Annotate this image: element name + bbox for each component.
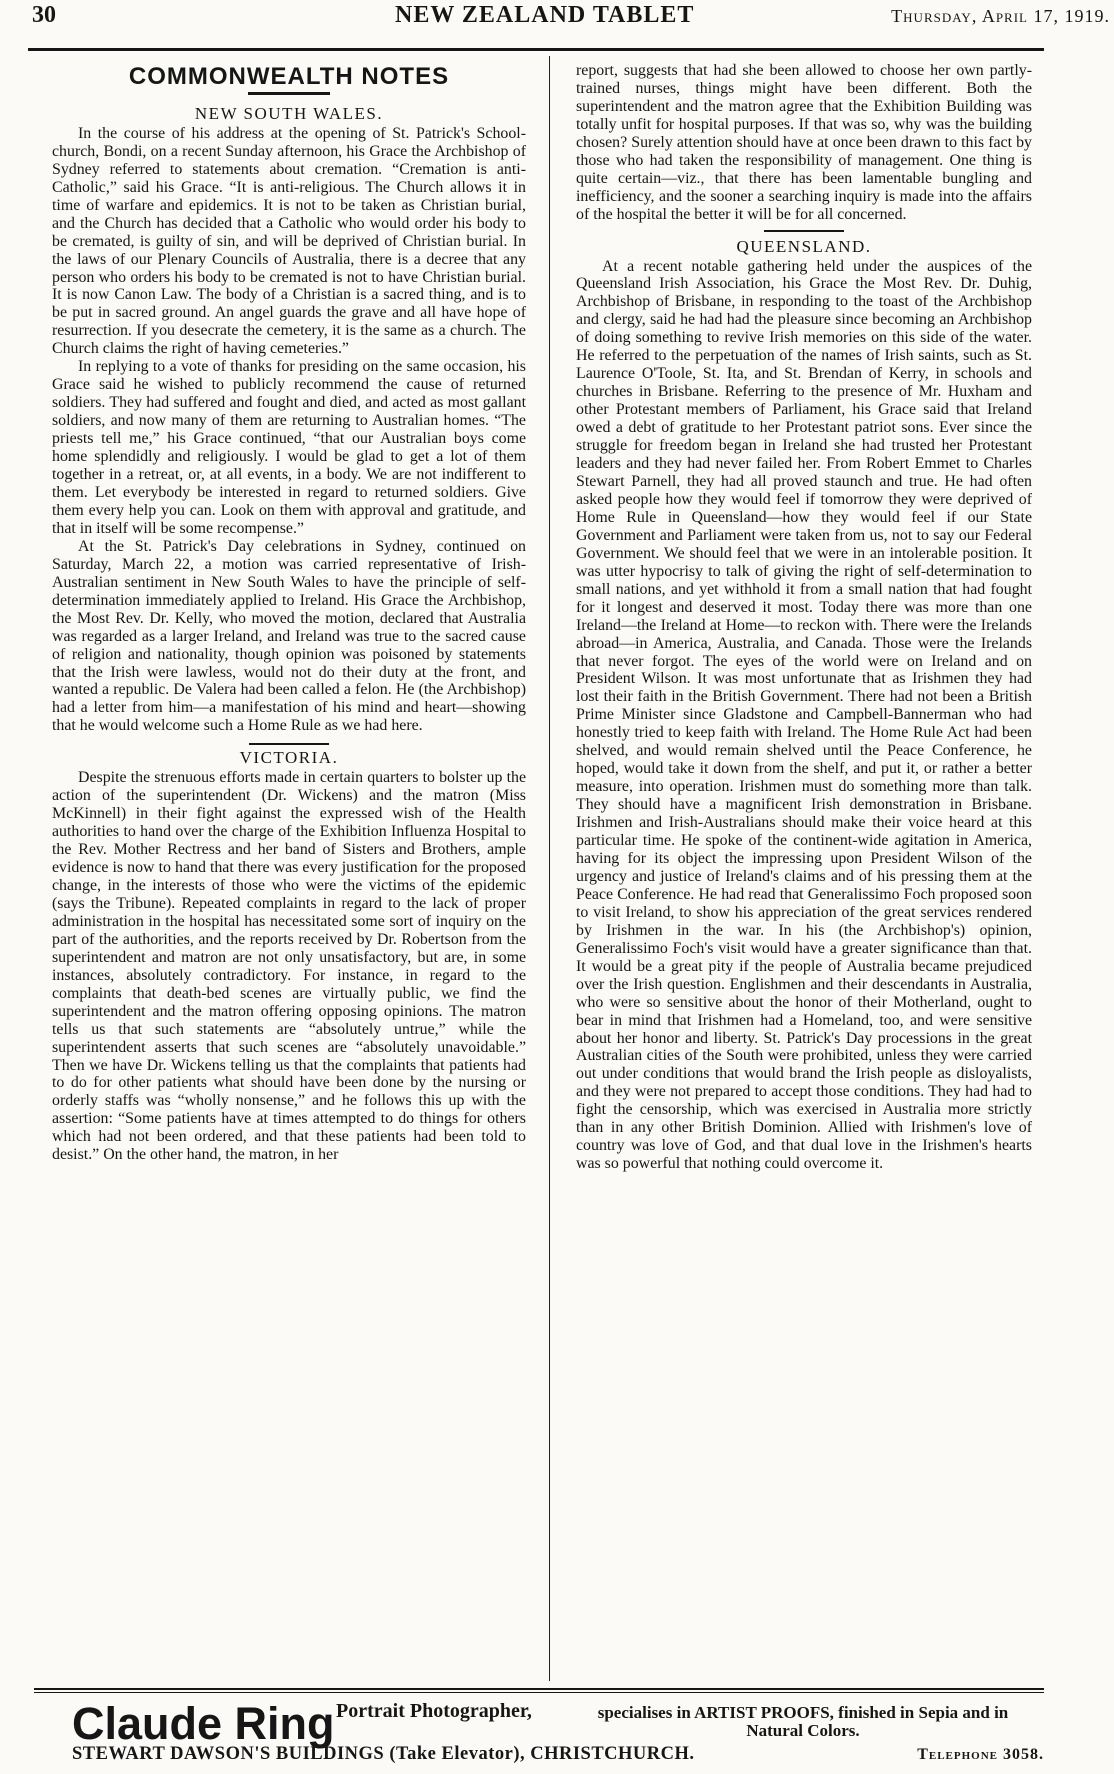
section-separator bbox=[249, 743, 329, 745]
queensland-paragraph: At a recent notable gathering held under the auspices of the Queensland Irish Association, his Grace the Most Rev. Dr. Duhig, Archbishop of Brisbane, in responding to the toast of the Archbishop and clergy, said he had had the pleasure since becoming an Archbishop of doing something to revive Irish memories on this side of the water. He referred to the perpetuation of the names of Irish saints, such as St. Laurence O'Toole, St. Ita, and St. Brendan of Kerry, in schools and churches in Brisbane. Referring to the presence of Mr. Huxham and other Protestant members of Parliament, his Grace said that Ireland owed a debt of gratitude to her Protestant patriot sons. Ever since the struggle for freedom began in Ireland she had trusted her Protestant leaders and they had never failed her. From Robert Emmet to Charles Stewart Parnell, they had all proved staunch and true. He had often asked people how they would feel if tomorrow they were deprived of Home Rule in Queensland—how they would feel if our State Government and Parliament were taken from us, not to say our Federal Government. We should feel that we were in an intolerable position. It was utter hypocrisy to talk of giving the right of self-determination to small nations, and yet withhold it from a small nation that had fought for it longest and deserved it most. Today there was more than one Ireland—the Ireland at Home—to reckon with. There were the Irelands abroad—in America, Australia, and Canada. Those were the Irelands that never forgot. The eyes of the world were on Ireland and on President Wilson. It was most unfortunate that as Irishmen they had lost their faith in the British Government. There had not been a British Prime Minister since Gladstone and Campbell-Bannerman who had honestly tried to keep faith with Ireland. The Home Rule Act had been shelved, and would remain shelved until the Peace Conference, he hoped, would take it down from the shelf, and put it, or rather a better measure, into operation. Irishmen must do something more than talk. They should have a magnificent Irish demonstration in Brisbane. Irishmen and Irish-Australians should make their voice heard at this particular time. He spoke of the continent-wide agitation in America, having for its object the impressing upon President Wilson of the urgency and justice of Ireland's claims and of his pressing them at the Peace Conference. He had read that Generalissimo Foch proposed soon to visit Ireland, to show his appreciation of the great services rendered by Irishmen in the war. In his (the Archbishop's) opinion, Generalissimo Foch's visit would have a greater significance than that. It would be a great pity if the people of Australia became prejudiced over the Irish question. Englishmen and their descendants in Australia, who were so sensitive about the honor of their Motherland, ought to bear in mind that Irishmen had a Homeland, too, and were sensitive about her honor and liberty. St. Patrick's Day processions in the great Australian cities of the South were prohibited, unless they were carried out under conditions that would brand the Irish people as disloyalists, and they were not prepared to accept those conditions. They had had to fight the censorship, which was exercised in Australia more strictly than in any other British Dominion. Allied with Irishmen's love of country was love of God, and that dual love in the Irishmen's hearts was so powerful that nothing could overcome it. bbox=[576, 257, 1032, 1173]
advert-role: Portrait Photographer, bbox=[336, 1700, 532, 1722]
advert-specialty: specialises in ARTIST PROOFS, finished in Sepia and in Natural Colors. bbox=[597, 1703, 1009, 1740]
header-rule bbox=[28, 48, 1044, 51]
victoria-heading: VICTORIA. bbox=[239, 748, 339, 768]
nsw-paragraph: In the course of his address at the opening of St. Patrick's School-church, Bondi, on a recent Sunday afternoon, his Grace the Archbishop of Sydney referred to statements about cremation. “Cremation is anti-Catholic,” said his Grace. “It is anti-religious. The Church allows it in time of warfare and epidemics. It is not to be taken as Christian burial, and the Church has decided that a Catholic who would order his body to be cremated, is guilty of sin, and will be deprived of Christian burial. In the laws of our Plenary Councils of Australia, there is a decree that any person who orders his body to be cremated is not to have Christian burial. It is now Canon Law. The body of a Christian is a sacred thing, and is to be put in sacred ground. An angel guards the grave and all have hope of resurrection. If you desecrate the cemetery, it is the same as a church. The Church claims the right of having cemeteries.” bbox=[52, 124, 526, 358]
left-column bbox=[52, 62, 526, 1164]
right-column bbox=[576, 62, 1032, 1173]
queensland-heading: QUEENSLAND. bbox=[736, 236, 872, 256]
page-number: 30 bbox=[32, 2, 56, 28]
section-separator bbox=[764, 230, 844, 232]
nsw-paragraph: In replying to a vote of thanks for presiding on the same occasion, his Grace said he wished to publicly recommend the cause of returned soldiers. They had suffered and fought and died, and acted as most gallant soldiers, and now many of them are returning to Australian homes. “The priests tell me,” his Grace continued, “that our Australian boys come home splendidly and religiously. I would be glad to get a lot of them together in a retreat, or, at all events, in a body. We are not indifferent to them. Let everybody be interested in regard to returned soldiers. Give them every help you can. Look on them with approval and gratitude, and that in itself will be some recompense.” bbox=[52, 358, 526, 537]
advert-rule bbox=[34, 1692, 1044, 1693]
victoria-continuation: report, suggests that had she been allowed to choose her own partly-trained nurses, things might have been different. Both the superintendent and the matron agree that the Exhibition Building was totally unfit for hospital purposes. If that was so, why was the building chosen? Surely attention should have at once been drawn to this fact by those who had taken the responsibility of management. One thing is quite certain—viz., that there has been lamentable bungling and inefficiency, and the sooner a searching inquiry is made into the affairs of the hospital the better it will be for all concerned. bbox=[576, 62, 1032, 223]
masthead: NEW ZEALAND TABLET bbox=[395, 2, 695, 28]
issue-date: Thursday, April 17, 1919. bbox=[891, 6, 1110, 26]
advert-telephone: Telephone 3058. bbox=[917, 1746, 1044, 1763]
title-rule bbox=[248, 92, 330, 95]
nsw-paragraph: At the St. Patrick's Day celebrations in Sydney, continued on Saturday, March 22, a motion was carried representative of Irish-Australian sentiment in New South Wales to have the principle of self-determination immediately applied to Ireland. His Grace the Archbishop, the Most Rev. Dr. Kelly, who moved the motion, declared that Australia was regarded as a larger Ireland, and Ireland was true to the sacred cause of religion and nationality, though opinion was poisoned by statements that the Irish were lawless, would not do their duty at the front, and wanted a republic. De Valera had been called a felon. He (the Archbishop) had a letter from him—a manifestation of his mind and heart—showing that he would welcome such a Home Rule as we had here. bbox=[52, 537, 526, 735]
section-title: COMMONWEALTH NOTES bbox=[128, 63, 450, 90]
advert-rule bbox=[34, 1688, 1044, 1690]
advert-name: Claude Ring bbox=[72, 1698, 335, 1749]
victoria-paragraph: Despite the strenuous efforts made in certain quarters to bolster up the action of the superintendent (Dr. Wickens) and the matron (Miss McKinnell) in their fight against the expressed wish of the Health authorities to hand over the charge of the Exhibition Influenza Hospital to the Rev. Mother Rectress and her band of Sisters and Brothers, ample evidence is now to hand that there was every justification for the proposed change, in the interests of those who were the victims of the epidemic (says the Tribune). Repeated complaints in regard to the lack of proper administration in the hospital has necessitated some sort of inquiry on the part of the authorities, and the reports received by Dr. Robertson from the superintendent and matron are not only unsatisfactory, but are, in some instances, absolutely contradictory. For instance, in regard to the complaints that death-bed scenes are virtually public, we find the superintendent and the matron offering opposing opinions. The matron tells us that such statements are “absolutely untrue,” while the superintendent asserts that such scenes are “absolutely unavoidable.” Then we have Dr. Wickens telling us that the complaints that patients had to do for other patients what should have been done by the nursing or orderly staffs was “wholly nonsense,” and he follows this up with the assertion: “Some patients have at times attempted to do things for others which had not been ordered, and that these patients had been told to desist.” On the other hand, the matron, in her bbox=[52, 769, 526, 1164]
nsw-heading: NEW SOUTH WALES. bbox=[194, 103, 384, 123]
column-divider bbox=[549, 56, 550, 1681]
advert-address: STEWART DAWSON'S BUILDINGS (Take Elevator), CHRISTCHURCH. bbox=[72, 1744, 695, 1764]
